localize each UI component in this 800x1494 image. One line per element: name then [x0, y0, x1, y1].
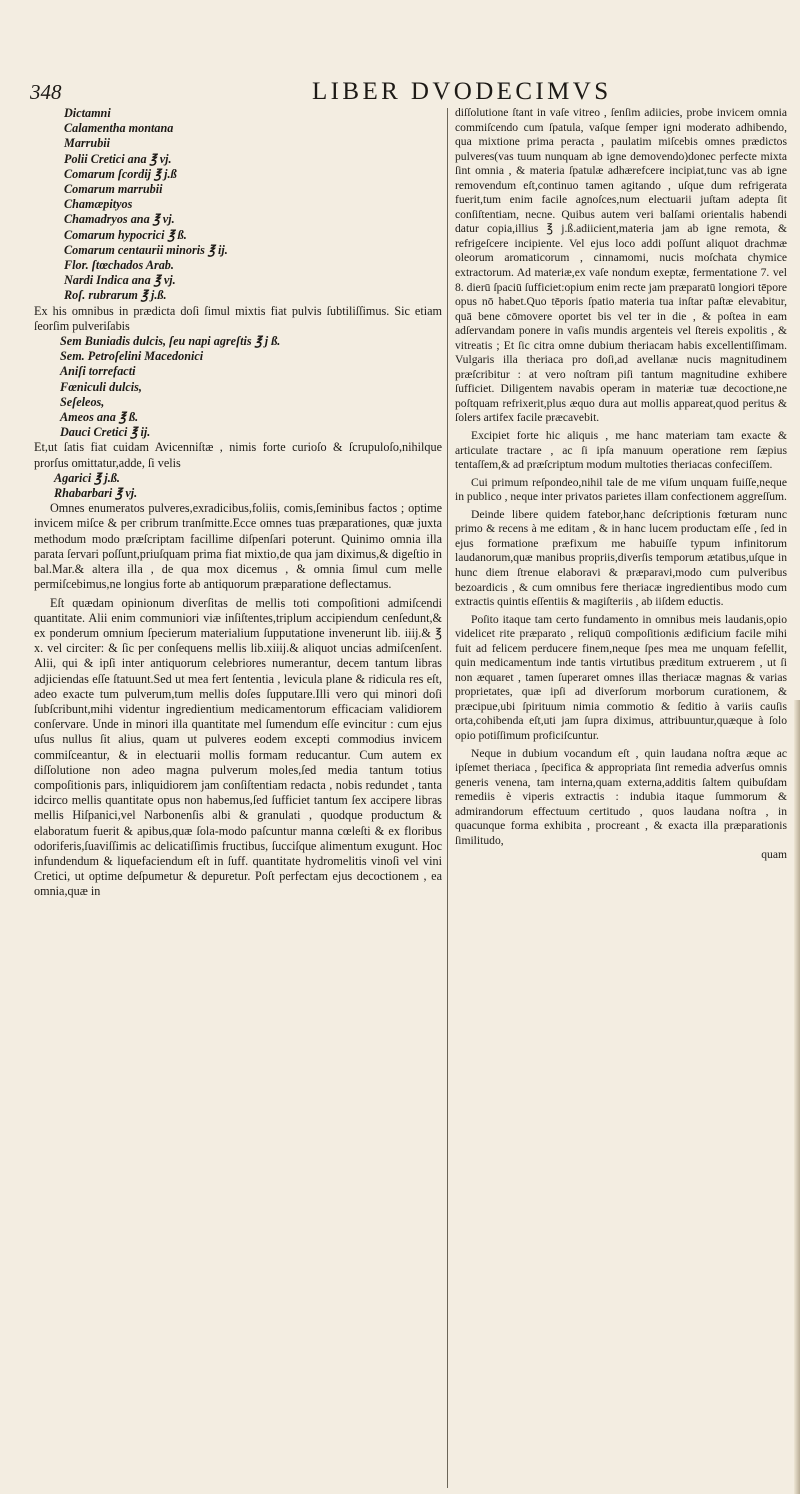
recipe-line: Chamadryos ana ℥ vj. [64, 212, 175, 227]
recipe-line: Sem Buniadis dulcis, ſeu napi agreſtis ℥ j ß. [60, 334, 281, 349]
page-header [30, 80, 790, 106]
paragraph: Poſito itaque tam certo fundamento in omnibus meis laudanis,opio videlicet rite præparato , reliquū compoſitionis ædificium facile mihi fuit ad felicem perducere finem,neque ſpes mea me unquam feſellit, quin medicamentum inde tantis virtutibus præditum extruerem , ut ſi non æquaret , tamen ſuperaret omnes illas theriacæ magnas & varias proprietates, quæ ipſi ad diverſorum morborum curationem, & præcipue,ubi ſpirituum nimia commotio & ſeditio à variis cauſis orta,cohibenda eſt,uti jam ſupra diximus, attribuuntur,quæque à ſolo opio potiſſimum proficiſcuntur. [455, 612, 787, 742]
paragraph: Excipiet forte hic aliquis , me hanc materiam tam exacte & articulate tractare , ac ſi ipſa manuum operatione rem ſæpius tentaſſem,& ad præſcriptum modum multoties theriacas confeciſſem. [455, 429, 787, 472]
paragraph: Neque in dubium vocandum eſt , quin laudana noſtra æque ac ipſemet theriaca , ſpecifica & appropriata ſint remedia adverſus omnis generis venena, tam interna,quam externa,additis ſaltem quibuſdam remediis è viperis extractis : indubia itaque ſummorum & admirandorum effectuum certitudo , quos laudana noſtra , in quacunque forma exhibita , procreant , & exacta illa præparationis ſimilitudo, [455, 746, 787, 847]
paragraph: Deinde libere quidem fatebor,hanc deſcriptionis fœturam nunc primo & recens à me editam , & in hanc lucem productam eſſe , ſed in ejus formatione præfixum me habuiſſe typum infinitorum laudanorum,quæ manibus propriis,diverſis temporum ætatibus,uſque in hunc diem ſtrenue elaboravi & præparavi,modo cum pulveribus bezoardicis , & cum omnibus fere theriacæ ingredientibus modo cum extractis quintis eſſentiis & magiſteriis , ab iiſdem eductis. [455, 507, 787, 609]
paragraph: Cui primum reſpondeo,nihil tale de me viſum unquam fuiſſe,neque in publico , neque inter privatos parietes illam confectionem aggreſſum. [455, 475, 787, 504]
paragraph: Eſt quædam opinionum diverſitas de mellis toti compoſitioni admiſcendi quantitate. Alii enim communiori viæ inſiſtentes,triplum accipiendum cenſedunt,& ex ponderum omnium ſpecierum materialium ſupputatione invenerunt lib. iiij.& ℥ x. vel circiter: & ſic per conſequens mellis lib.xiiij.& aliquot uncias admiſcenſent. Alii, qui & ipſi inter antiquorum celebriores numerantur, decem tantum libras adjiciendas eſſe ſtatuunt.Sed ut mea fert ſententia , levicula plane & ridicula res eſt, adeo exacte tum pulverum,tum mellis doſes ſupputare.Illi vero qui minori doſi ſubſcribunt,mihi videntur ingredientium medicamentorum efficaciam validiorem conſervare. Unde in minori illa quantitate mel ſumendum eſſe evincitur : cum ejus uſus nullus ſit alius, quam ut pulveres eodem excepti commodius invicem commiſceantur, & in electuarii mollis formam reducantur. Cum autem ex diſſolutione non adeo magna pulverum moles,ſed media tantum totius compoſitionis pars, inliquidiorem jam conſiſtentiam redacta , nobis redundet , tanta idcirco mellis quantitate opus non habemus,ſed ſufficiet tantum ſex accipere libras mellis Hiſpanici,vel Narbonenſis albi & granulati , quodque productum & elaboratum fuerit & apibus,quæ ſola-modo paſcuntur manna cœleſti & ex floribus odoriferis,ſuaviſſimis ac delicatiſſimis fructibus, ſucciſque alimentum exugunt. Hoc infundendum & liquefaciendum eſt in ſuff. quantitate hydromelitis vinoſi vel vini Cretici, ut optime deſpumetur & depuretur. Poſt perfectam ejus decoctionem , ea omnia,quæ in [34, 595, 442, 899]
paragraph: Et,ut ſatis fiat cuidam Avicenniſtæ , nimis forte curioſo & ſcrupuloſo,nihilque prorſus omittatur,adde, ſi velis [34, 440, 442, 470]
recipe-line: Roſ. rubrarum ℥ j.ß. [64, 288, 167, 303]
recipe-line: Comarum centaurii minoris ℥ ij. [64, 242, 228, 257]
paragraph: diſſolutione ſtant in vaſe vitreo , ſenſim adiicies, probe invicem omnia commiſcendo cum ſpatula, vaſque ſemper igni moderato adhibendo, qua mixtione prima peracta , paulatim miſcebis omnes prædictos pulveres(vas tuum nunquam ab igne demovendo)donec perfecte mixta ſint omnia , & materia ſpatulæ adhærefcere incipiat,tunc vas ab igne removendum eſt,continuo tamen agitando , uſque dum refrigerata fuerit,tum enim facile agnoſces,num electuarii juſtam adepta ſit conſiſtentiam, necne. Quibus autem veri balſami orientalis habendi datur copia,illius ℥ j.ß.adiicient,materia jam ab igne remota, & refrigeſcere incipiente. Vel ejus loco addi poſſunt aliquot drachmæ oleorum aromaticorum , cinnamomi, nucis moſchata chymice extractorum. Ad materiæ,ex vaſe nondum exeptæ, fermentatione 7. vel 8. dierū ſpaciū ſufficiet:opium enim recte jam præparatū longiori tēpore opus nō habet.Quo tēporis ſpatio materia tua inſtar paſtæ elevabitur, quā bene cōmovere oportet bis vel ter in die , & poſtea in eam adſervandam ponere in vaſis mundis argenteis vel ſtereis expolitis , & vitreatis ; Et ſic citra omne dubium theriacam habis excellentiſſimam. Vulgaris illa theriaca pro doſi,ad avellanæ nucis magnitudinem præſcribitur : at vero noſtram piſi tantum magnitudine exhibere ſufficiet. Diligentem navabis operam in materiæ tuæ decoctione,ne poſtquam refrixerit,plus æquo dura aut mollis appareat,quod peritus & ſolers artifex facile præcavebit. [455, 106, 787, 425]
recipe-line: Seſeleos, [60, 394, 105, 409]
recipe-line: Ameos ana ℥ ß. [60, 410, 139, 425]
catchword: quam [761, 848, 787, 862]
left-column [34, 106, 442, 900]
recipe-line: Dictamni [64, 106, 111, 120]
page-edge-shadow [794, 700, 800, 1494]
recipe-line: Polii Cretici ana ℥ vj. [64, 151, 172, 166]
recipe-line: Comarum marrubii [64, 182, 163, 197]
recipe-line: Flor. ſtœchados Arab. [64, 258, 174, 273]
recipe-line: Nardi Indica ana ℥ vj. [64, 273, 176, 288]
column-divider [447, 108, 448, 1488]
recipe-line: Calamentha montana [64, 121, 174, 136]
recipe-line: Aniſi torrefacti [60, 364, 136, 379]
paragraph: Ex his omnibus in prædicta doſi ſimul mixtis fiat pulvis ſubtiliſſimus. Sic etiam ſeorſim pulveriſabis [34, 303, 442, 333]
recipe-line: Fœniculi dulcis, [60, 379, 142, 394]
recipe-line: Dauci Cretici ℥ ij. [60, 425, 151, 440]
paragraph: Omnes enumeratos pulveres,exradicibus,foliis, comis,ſeminibus factos ; optime invicem miſce & per cribrum tranſmitte.Ecce omnes tuas præparationes, quæ juxta methodum modo præſcriptam facillime diſpenſari poterunt. Quinimo omnia illa parata ſervari poſſunt,priuſquam prima fiat mixtio,de qua jam diximus,& digeſtio in bal.Mar.& altera illa , de qua mox dicemus , & omnia ſimul cum melle permiſcebimus,ne longius forte ab antiquorum præparatione deflectamus. [34, 501, 442, 592]
right-column [455, 106, 787, 863]
recipe-line: Sem. Petroſelini Macedonici [60, 349, 204, 364]
page-number: 348 [30, 80, 62, 104]
recipe-line: Comarum hypocrici ℥ ß. [64, 227, 187, 242]
recipe-line: Agarici ℥ j.ß. [54, 470, 120, 485]
recipe-line: Comarum ſcordij ℥ j.ß [64, 166, 177, 181]
recipe-line: Rhabarbari ℥ vj. [54, 486, 138, 501]
running-title: LIBER DVODECIMVS [312, 78, 612, 105]
recipe-line: Marrubii [64, 136, 111, 151]
recipe-line: Chamæpityos [64, 197, 133, 212]
